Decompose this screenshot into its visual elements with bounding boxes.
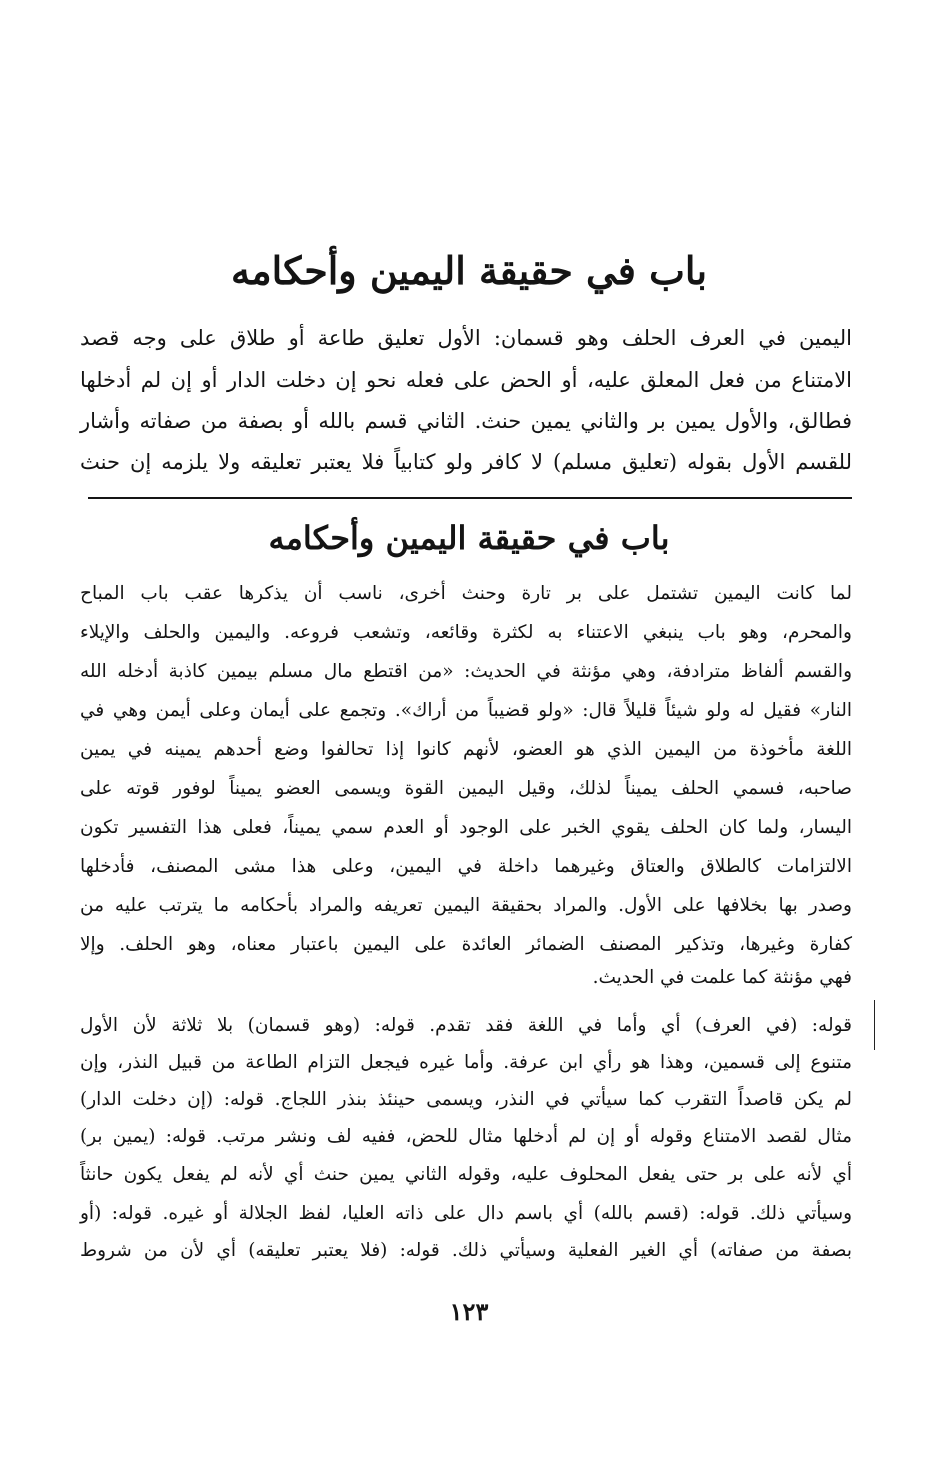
commentary-line: متنوع إلى قسمين، وهذا هو رأي ابن عرفة. وأما غيره فيجعل التزام الطاعة من قبيل النذر، وإن (80, 1052, 852, 1073)
commentary-line: صاحبه، فسمي الحلف يميناً لذلك، وقيل اليمين القوة ويسمى العضو يميناً لوفور قوته على (80, 778, 852, 799)
commentary-line: والمحرم، وهو باب ينبغي الاعتناء به لكثرة وقائعه، وتشعب فروعه. واليمين والحلف والإيلاء (80, 622, 852, 643)
matn-line: فطالق، والأول يمين بر والثاني يمين حنث. الثاني قسم بالله أو بصفة من صفاته وأشار (80, 409, 852, 433)
commentary-line: النار» فقيل له ولو شيئاً قليلاً قال: «ولو قضيباً من أراك». وتجمع على أيمان وعلى أيمن وهي في (80, 700, 852, 721)
commentary-line: لم يكن قاصداً التقرب كما سيأتي في النذر، ويسمى حينئذ بنذر اللجاج. قوله: (إن دخلت الدار) (80, 1089, 852, 1110)
commentary-line: كفارة وغيرها، وتذكير المصنف الضمائر العائدة على اليمين باعتبار معناه، وهو الحلف. وإلا (80, 934, 852, 955)
section-divider (88, 497, 852, 499)
commentary-line: مثال لقصد الامتناع وقوله أو إن لم أدخلها مثال للحض، ففيه لف ونشر مرتب. قوله: (يمين بر) (80, 1126, 852, 1147)
commentary-line: وصدر بها بخلافها على الأول. والمراد بحقيقة اليمين تعريفه والمراد بأحكامه ما يترتب عليه من (80, 895, 852, 916)
commentary-title: باب في حقيقة اليمين وأحكامه (268, 519, 670, 557)
commentary-line: اللغة مأخوذة من اليمين الذي هو العضو، لأنهم كانوا إذا تحالفوا وضع أحدهم يمينه في يمين (80, 739, 852, 760)
commentary-line: وسيأتي ذلك. قوله: (قسم بالله) أي باسم دال على ذاته العليا، لفظ الجلالة أو غيره. قوله: (أو (80, 1203, 852, 1224)
commentary-line: فهي مؤنثة كما علمت في الحديث. (592, 967, 852, 988)
matn-line: للقسم الأول بقوله (تعليق مسلم) لا كافر ولو كتابياً فلا يعتبر تعليقه ولا يلزمه إن حنث (80, 450, 852, 474)
margin-mark (874, 1000, 875, 1050)
matn-line: اليمين في العرف الحلف وهو قسمان: الأول تعليق طاعة أو طلاق على وجه قصد (80, 326, 852, 350)
matn-line: الامتناع من فعل المعلق عليه، أو الحض على فعله نحو إن دخلت الدار أو إن لم أدخلها (80, 368, 852, 392)
commentary-line: بصفة من صفاته) أي الغير الفعلية وسيأتي ذلك. قوله: (فلا يعتبر تعليقه) أي لأن من شروط (80, 1240, 852, 1261)
commentary-line: لما كانت اليمين تشتمل على بر تارة وحنث أخرى، ناسب أن يذكرها عقب باب المباح (80, 583, 852, 604)
commentary-line: قوله: (في العرف) أي وأما في اللغة فقد تقدم. قوله: (وهو قسمان) بلا ثلاثة لأن الأول (80, 1015, 852, 1036)
main-title: باب في حقيقة اليمين وأحكامه (230, 248, 708, 293)
commentary-line: الالتزامات كالطلاق والعتاق وغيرهما داخلة في اليمين، وعلى هذا مشى المصنف، فأدخلها (80, 856, 852, 877)
page-number: ١٢٣ (449, 1297, 489, 1326)
commentary-line: اليسار، ولما كان الحلف يقوي الخبر على الوجود أو العدم سمي يميناً، فعلى هذا التفسير تكون (80, 817, 852, 838)
commentary-line: أي لأنه على بر حتى يفعل المحلوف عليه، وقوله الثاني يمين حنث أي لأنه لم يفعل يكون حانثاً (80, 1164, 852, 1185)
commentary-line: والقسم ألفاظ مترادفة، وهي مؤنثة في الحديث: «من اقتطع مال مسلم بيمين كاذبة أدخله الله (80, 661, 852, 682)
